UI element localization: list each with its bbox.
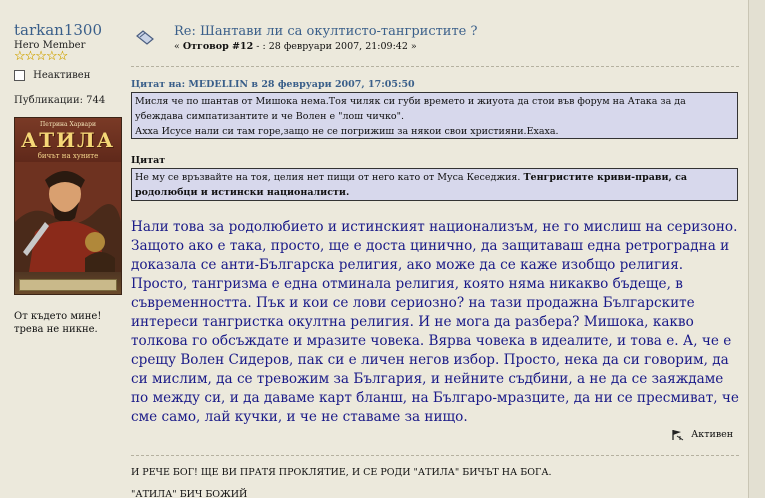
post-title-link[interactable]: Re: Шантави ли са окултисто-тангристите ? <box>174 24 478 39</box>
quote2-bold-text: Тенгристите криви-прави, са родолюбци и истински националисти. <box>135 172 688 198</box>
quote2-text: Не му се връзвайте на тоя, целия нет пищи от него като от Муса Кеседжия. <box>135 172 524 183</box>
username-link[interactable]: tarkan1300 <box>14 21 103 39</box>
post-count: Публикации: 744 <box>14 95 106 106</box>
rank-stars-icon: ☆☆☆☆☆ <box>14 49 68 64</box>
member-rank: Hero Member <box>14 40 86 51</box>
post-meta <box>174 41 417 52</box>
reply-number-link[interactable]: Отговор #12 <box>182 41 254 52</box>
avatar-footer-bar <box>19 279 117 291</box>
signature-divider <box>131 455 739 456</box>
avatar-illustration <box>15 162 121 272</box>
offline-checkbox-icon <box>14 70 25 81</box>
quote1-box <box>131 92 738 139</box>
quote2-box <box>131 168 738 201</box>
report-label: Активен <box>691 429 734 440</box>
avatar <box>14 117 122 295</box>
avatar-author: Петрина Харвари <box>40 121 96 128</box>
status-label: Неактивен <box>33 70 91 81</box>
signature-line: "АТИЛА" БИЧ БОЖИЙ <box>131 489 248 498</box>
report-icon <box>672 429 684 441</box>
quote1-header-link[interactable]: Цитат на: MEDELLIN в 28 февруари 2007, 17:05:50 <box>131 79 415 90</box>
right-edge-frame <box>748 0 765 498</box>
user-info-panel <box>0 0 125 498</box>
signature-line: И РЕЧЕ БОГ! ЩЕ ВИ ПРАТЯ ПРОКЛЯТИЕ, И СЕ РОДИ "АТИЛА" БИЧЪТ НА БОГА. <box>131 467 552 478</box>
quote1-line: Мисля че по шантав от Мишока нема.Тоя чиляк си губи времето и жиуота да стои във форум на Атака за да <box>135 96 686 107</box>
quote1-line: убеждава симпатизантите и че Волен е "лош чичко". <box>135 111 405 122</box>
online-status <box>14 65 91 81</box>
quote2-header: Цитат <box>131 155 166 166</box>
personal-text: От където мине! трева не никне. <box>14 311 102 335</box>
quote1-line: Ахха Исусе нали си там горе,защо не се погрижиш за някои свои християни.Ехаха. <box>135 126 559 137</box>
post-icon <box>135 30 155 46</box>
post-body: Нали това за родолюбието и истинският национализъм, не го мислиш на серизоно. Защото ако е така, просто, ще е доста цинично, да защитаваш една ретроградна и доказала се анти-Българска религия, ако може да се каже изобщо религия. Просто, тангризма е една отминала религия, която няма никакво бъдеще, в съвременността. Пък и кои се лови сериозно? на тази продажна Българските интереси тангристка окултна религия. И не мога да разбера? Мишока, какво толкова го обсъждате и мразите човека. Вярва човека в идеалите, и това е. А, че е срещу Волен Сидеров, пак си е личен негов избор. Просто, нека да си говорим, да си мислим, да се тревожим за България, и нейните съдбини, а не да се заяждаме по между си, и да даваме карт бланш, на Българо-мразците, да ни се пресмиват, че сме само, лай кучки, и че не ставаме за нищо. <box>131 219 739 425</box>
report-to-moderator[interactable] <box>672 424 733 443</box>
header-divider <box>131 66 739 67</box>
post-date: - : 28 февруари 2007, 21:09:42 » <box>253 41 417 52</box>
avatar-subtitle: бичът на хуните <box>37 152 99 160</box>
avatar-title: АТИЛА <box>20 128 116 152</box>
meta-prefix: « <box>174 41 183 52</box>
